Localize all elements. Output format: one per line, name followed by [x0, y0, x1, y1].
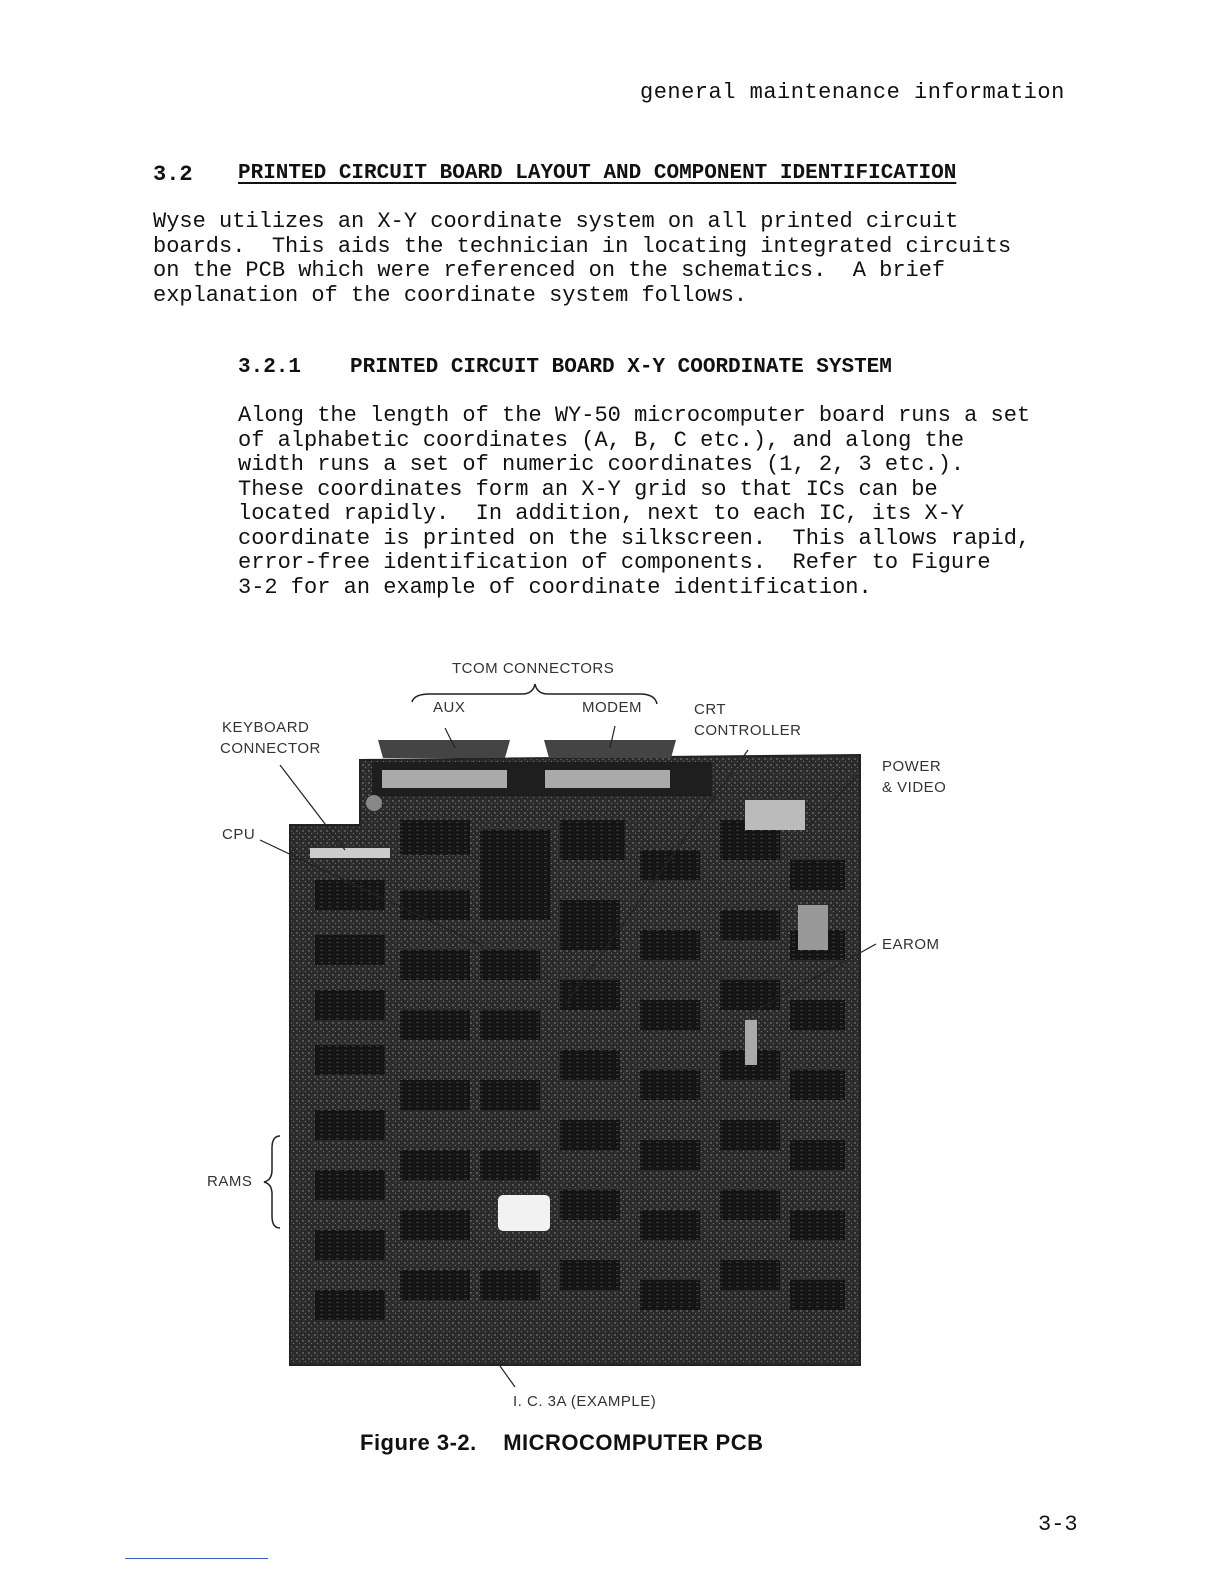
label-ic-example: I. C. 3A (EXAMPLE)	[513, 1393, 657, 1410]
subsection-paragraph: Along the length of the WY-50 microcomputer board runs a set of alphabetic coordinates (A, B, C etc.), and along the width runs a set of numeric coordinates (1, 2, 3 etc.). These coordinates form an X-Y grid so that ICs can be located rapidly. In addition, next to each IC, its X-Y coordinate is printed on the silkscreen. This allows rapid, error-free identification of components. Refer to Figure 3-2 for an example of coordinate identification.	[238, 403, 1031, 600]
label-keyboard-connector: CONNECTOR	[220, 740, 321, 757]
subsection-title: PRINTED CIRCUIT BOARD X-Y COORDINATE SYSTEM	[350, 356, 892, 379]
pcb-figure	[200, 650, 980, 1420]
footer-rule	[125, 1558, 268, 1559]
label-modem: MODEM	[582, 699, 642, 716]
label-power: POWER	[882, 758, 942, 775]
label-earom: EAROM	[882, 936, 940, 953]
label-power-video: & VIDEO	[882, 779, 947, 796]
label-crt: CRT	[694, 701, 727, 718]
pcb-photo	[200, 650, 980, 1420]
label-cpu: CPU	[222, 826, 256, 843]
section-paragraph: Wyse utilizes an X-Y coordinate system on all printed circuit boards. This aids the technician in locating integrated circuits on the PCB which were referenced on the schematics. A brief explanation of the coordinate system follows.	[153, 209, 1012, 308]
page-number: 3-3	[1038, 1512, 1078, 1537]
label-rams: RAMS	[207, 1173, 253, 1190]
label-crt-controller: CONTROLLER	[694, 722, 802, 739]
section-title: PRINTED CIRCUIT BOARD LAYOUT AND COMPONENT IDENTIFICATION	[238, 162, 957, 185]
label-tcom-connectors: TCOM CONNECTORS	[452, 660, 615, 677]
section-number: 3.2	[153, 162, 193, 187]
label-keyboard: KEYBOARD	[222, 719, 310, 736]
label-aux: AUX	[433, 699, 466, 716]
subsection-number: 3.2.1	[238, 356, 302, 379]
figure-caption: Figure 3-2. MICROCOMPUTER PCB	[360, 1430, 764, 1455]
running-head: general maintenance information	[640, 80, 1065, 105]
